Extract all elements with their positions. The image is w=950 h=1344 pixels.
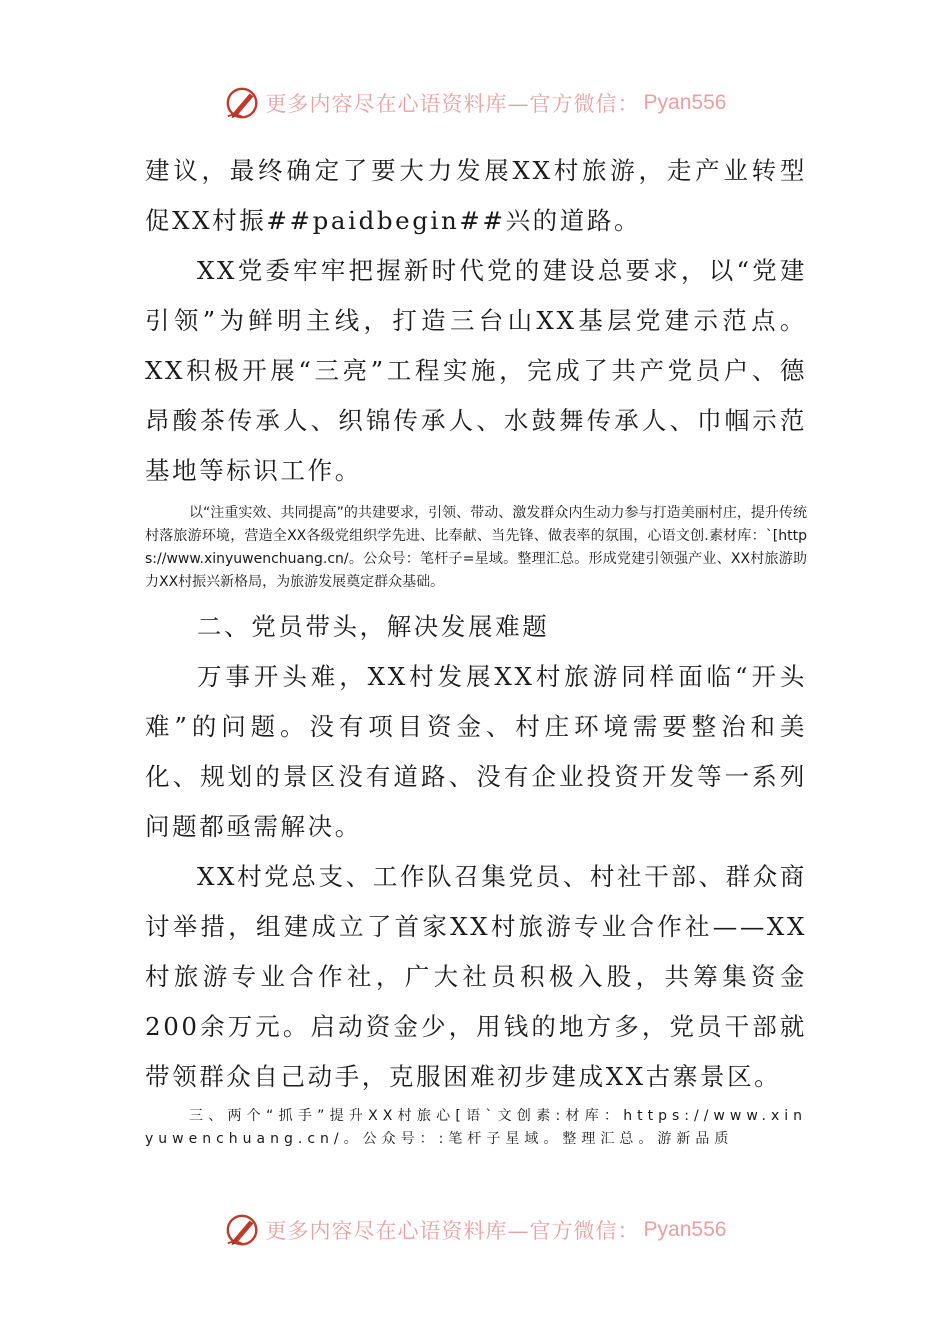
paragraph-1: 建议，最终确定了要大力发展XX村旅游，走产业转型促XX村振##paidbegin##兴的道路。 (145, 156, 807, 235)
paragraph-3-small: 以“注重实效、共同提高”的共建要求，引领、带动、激发群众内生动力参与打造美丽村庄，提升传统村落旅游环境，营造全XX各级党组织学先进、比奉献、当先锋、做表率的氛围，心语文创.素材库：`[https://www.xinyuwenchuang.cn/。公众号：笔杆子=星域。整理汇总。形成党建引领强产业、XX村旅游助力XX村振兴新格局，为旅游发展奠定群众基础。 (145, 505, 807, 590)
banner-wechat-handle: Pyan556 (643, 1218, 727, 1241)
banner-text: 更多内容尽在心语资料库—官方微信： (265, 1219, 640, 1243)
pen-logo-icon (224, 1211, 262, 1249)
section-heading-2: 二、党员带头，解决发展难题 (197, 612, 550, 641)
paragraph-6-small: 三、两个“抓手”提升XX村旅心[语`文创素:材库：https://www.xinyuwenchuang.cn/。公众号：:笔杆子星域。整理汇总。游新品质 (145, 1108, 807, 1147)
banner-text: 更多内容尽在心语资料库—官方微信： (265, 92, 640, 116)
paragraph-5: XX村党总支、工作队召集党员、村社干部、群众商讨举措，组建成立了首家XX村旅游专业合作社——XX村旅游专业合作社，广大社员积极入股，共筹集资金200余万元。启动资金少，用钱的地方多，党员干部就带领群众自己动手，克服困难初步建成XX古寨景区。 (145, 862, 807, 1091)
banner-wechat-handle: Pyan556 (643, 91, 727, 114)
paragraph-4: 万事开头难，XX村发展XX村旅游同样面临“开头难”的问题。没有项目资金、村庄环境需要整治和美化、规划的景区没有道路、没有企业投资开发等一系列问题都亟需解决。 (145, 662, 807, 841)
pen-logo-icon (224, 84, 262, 122)
header-banner (0, 78, 950, 128)
document-body (145, 146, 807, 1151)
paragraph-2: XX党委牢牢把握新时代党的建设总要求，以“党建引领”为鲜明主线，打造三台山XX基层党建示范点。XX积极开展“三亮”工程实施，完成了共产党员户、德昂酸茶传承人、织锦传承人、水鼓舞传承人、巾帼示范基地等标识工作。 (145, 256, 807, 485)
footer-banner (0, 1205, 950, 1255)
